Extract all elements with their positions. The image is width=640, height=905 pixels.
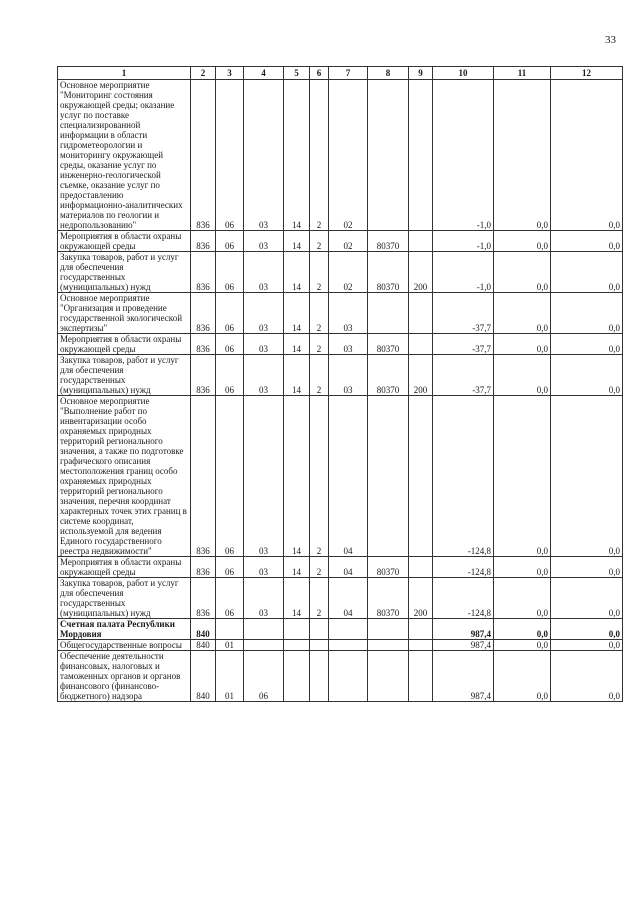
row-name-cell: Закупка товаров, работ и услуг для обеспечения государственных (муниципальных) нужд — [58, 252, 191, 293]
table-cell — [368, 293, 409, 334]
col-header: 3 — [216, 67, 244, 80]
table-row — [58, 396, 623, 557]
row-name-cell: Обеспечение деятельности финансовых, налоговых и таможенных органов и органов финансового (финансово-бюджетного) надзора — [58, 651, 191, 702]
table-row — [58, 252, 623, 293]
table-cell: 2 — [310, 578, 329, 619]
table-cell: 80370 — [368, 231, 409, 252]
table-cell — [216, 619, 244, 640]
table-row — [58, 293, 623, 334]
table-cell — [310, 640, 329, 651]
table-cell: 2 — [310, 80, 329, 231]
table-cell: 0,0 — [551, 293, 623, 334]
table-cell: 80370 — [368, 252, 409, 293]
table-cell: 02 — [329, 252, 368, 293]
table-cell: 0,0 — [494, 334, 551, 355]
table-cell: 0,0 — [551, 557, 623, 578]
table-cell: 06 — [216, 355, 244, 396]
table-cell: 2 — [310, 252, 329, 293]
table-cell: 0,0 — [494, 396, 551, 557]
page-number: 33 — [605, 34, 616, 46]
table-cell: 14 — [284, 231, 310, 252]
table-cell: -37,7 — [433, 293, 494, 334]
table-cell: 0,0 — [494, 578, 551, 619]
table-cell: 14 — [284, 80, 310, 231]
table-cell: 0,0 — [494, 640, 551, 651]
table-body — [58, 80, 623, 702]
table-cell: 80370 — [368, 557, 409, 578]
table-cell: -124,8 — [433, 396, 494, 557]
table-cell: 03 — [329, 293, 368, 334]
col-header: 12 — [551, 67, 623, 80]
col-header: 7 — [329, 67, 368, 80]
table-cell: 04 — [329, 578, 368, 619]
table-cell: -1,0 — [433, 252, 494, 293]
table-cell: 14 — [284, 252, 310, 293]
table-cell: 06 — [216, 557, 244, 578]
row-name-cell: Закупка товаров, работ и услуг для обеспечения государственных (муниципальных) нужд — [58, 578, 191, 619]
row-name-cell: Мероприятия в области охраны окружающей среды — [58, 557, 191, 578]
table-cell: 06 — [216, 334, 244, 355]
table-cell: 03 — [329, 355, 368, 396]
table-cell: 840 — [191, 619, 216, 640]
table-cell: 840 — [191, 640, 216, 651]
table-cell: 03 — [244, 252, 284, 293]
row-name-cell: Мероприятия в области охраны окружающей среды — [58, 334, 191, 355]
table-cell: 2 — [310, 231, 329, 252]
table-cell: 0,0 — [494, 252, 551, 293]
table-row — [58, 355, 623, 396]
table-cell — [409, 231, 433, 252]
table-cell — [329, 640, 368, 651]
table-cell: -124,8 — [433, 557, 494, 578]
table-cell: 14 — [284, 396, 310, 557]
row-name-cell: Счетная палата Республики Мордовия — [58, 619, 191, 640]
table-cell: 03 — [244, 578, 284, 619]
table-cell: 14 — [284, 578, 310, 619]
table-cell: 987,4 — [433, 651, 494, 702]
table-cell — [310, 651, 329, 702]
header-row — [58, 67, 623, 80]
table-cell: 06 — [216, 252, 244, 293]
table-cell: 0,0 — [551, 396, 623, 557]
table-cell: 14 — [284, 293, 310, 334]
table-cell — [409, 640, 433, 651]
table-cell — [409, 557, 433, 578]
table-cell: 02 — [329, 231, 368, 252]
table-cell: 836 — [191, 252, 216, 293]
table-cell: 0,0 — [494, 557, 551, 578]
table-row — [58, 578, 623, 619]
table-cell: -37,7 — [433, 334, 494, 355]
table-row — [58, 231, 623, 252]
row-name-cell: Основное мероприятие "Мониторинг состояния окружающей среды; оказание услуг по поставке специализированной информации в области гидрометеорологии и мониторингу окружающей среды, оказание услуг по инженерно-геологической съемке, оказание услуг по предоставлению информационно-аналитических материалов по геологии и недропользованию" — [58, 80, 191, 231]
row-name-cell: Общегосударственные вопросы — [58, 640, 191, 651]
table-cell: 0,0 — [494, 651, 551, 702]
table-cell: 987,4 — [433, 619, 494, 640]
table-cell: 836 — [191, 396, 216, 557]
table-cell: 03 — [244, 355, 284, 396]
budget-table — [57, 66, 623, 702]
table-cell: 0,0 — [551, 578, 623, 619]
table-cell: 06 — [216, 293, 244, 334]
table-cell — [329, 619, 368, 640]
table-cell: 03 — [244, 80, 284, 231]
table-cell: 06 — [216, 396, 244, 557]
table-row — [58, 640, 623, 651]
table-cell: -1,0 — [433, 80, 494, 231]
table-cell — [409, 293, 433, 334]
table-cell: 14 — [284, 557, 310, 578]
table-cell — [329, 651, 368, 702]
table-cell: 03 — [244, 293, 284, 334]
table-cell: 987,4 — [433, 640, 494, 651]
table-cell: 04 — [329, 396, 368, 557]
table-row — [58, 80, 623, 231]
table-cell: 2 — [310, 557, 329, 578]
table-cell: 0,0 — [551, 355, 623, 396]
table-cell: 836 — [191, 334, 216, 355]
table-cell: 06 — [216, 231, 244, 252]
table-row — [58, 557, 623, 578]
table-cell — [244, 619, 284, 640]
table-cell: -124,8 — [433, 578, 494, 619]
table-cell — [244, 640, 284, 651]
table-cell: -1,0 — [433, 231, 494, 252]
table-cell: 03 — [244, 396, 284, 557]
table-cell — [409, 80, 433, 231]
table-cell: 0,0 — [551, 231, 623, 252]
table-cell: 14 — [284, 334, 310, 355]
col-header: 1 — [58, 67, 191, 80]
table-cell — [409, 396, 433, 557]
table-cell: 04 — [329, 557, 368, 578]
table-cell: 0,0 — [551, 651, 623, 702]
table-cell: 836 — [191, 355, 216, 396]
table-cell: 01 — [216, 651, 244, 702]
table-cell — [310, 619, 329, 640]
table-cell — [284, 640, 310, 651]
table-cell: 0,0 — [551, 640, 623, 651]
table-cell: 0,0 — [494, 619, 551, 640]
table-cell — [284, 651, 310, 702]
table-cell: 0,0 — [551, 334, 623, 355]
table-cell — [368, 619, 409, 640]
row-name-cell: Мероприятия в области охраны окружающей среды — [58, 231, 191, 252]
table-cell — [368, 651, 409, 702]
table-cell: 80370 — [368, 334, 409, 355]
table-cell: 02 — [329, 80, 368, 231]
table-cell: 0,0 — [494, 355, 551, 396]
row-name-cell: Закупка товаров, работ и услуг для обеспечения государственных (муниципальных) нужд — [58, 355, 191, 396]
table-cell — [409, 334, 433, 355]
col-header: 5 — [284, 67, 310, 80]
table-cell: 0,0 — [494, 293, 551, 334]
table-cell: 80370 — [368, 578, 409, 619]
col-header: 8 — [368, 67, 409, 80]
col-header: 4 — [244, 67, 284, 80]
table-cell: 03 — [329, 334, 368, 355]
table-cell: 2 — [310, 396, 329, 557]
col-header: 6 — [310, 67, 329, 80]
table-cell: 0,0 — [551, 619, 623, 640]
table-cell: 01 — [216, 640, 244, 651]
table-cell: 06 — [244, 651, 284, 702]
col-header: 2 — [191, 67, 216, 80]
table-cell: 836 — [191, 557, 216, 578]
col-header: 10 — [433, 67, 494, 80]
table-cell: 2 — [310, 355, 329, 396]
table-cell: 03 — [244, 557, 284, 578]
table-cell — [409, 619, 433, 640]
table-cell: -37,7 — [433, 355, 494, 396]
col-header: 9 — [409, 67, 433, 80]
table-cell: 200 — [409, 578, 433, 619]
table-cell: 836 — [191, 578, 216, 619]
table-row — [58, 651, 623, 702]
table-cell — [284, 619, 310, 640]
table-cell — [368, 640, 409, 651]
table-cell — [368, 80, 409, 231]
table-cell: 80370 — [368, 355, 409, 396]
table-cell: 06 — [216, 80, 244, 231]
table-cell: 200 — [409, 252, 433, 293]
table-cell: 0,0 — [551, 252, 623, 293]
table-cell — [409, 651, 433, 702]
table-cell: 836 — [191, 231, 216, 252]
table-cell — [368, 396, 409, 557]
table-cell: 06 — [216, 578, 244, 619]
table-cell: 0,0 — [551, 80, 623, 231]
table-cell: 0,0 — [494, 80, 551, 231]
col-header: 11 — [494, 67, 551, 80]
table-row — [58, 334, 623, 355]
table-cell: 03 — [244, 231, 284, 252]
table-cell: 2 — [310, 293, 329, 334]
table-cell: 840 — [191, 651, 216, 702]
table-cell: 14 — [284, 355, 310, 396]
table-cell: 836 — [191, 293, 216, 334]
table-cell: 03 — [244, 334, 284, 355]
row-name-cell: Основное мероприятие "Организация и проведение государственной экологической экспертизы" — [58, 293, 191, 334]
table-cell: 0,0 — [494, 231, 551, 252]
table-row — [58, 619, 623, 640]
table-cell: 200 — [409, 355, 433, 396]
table-cell: 2 — [310, 334, 329, 355]
table-cell: 836 — [191, 80, 216, 231]
row-name-cell: Основное мероприятие "Выполнение работ по инвентаризации особо охраняемых природных территорий регионального значения, а также по подготовке графического описания местоположения границ особо охраняемых природных территорий регионального значения, перечня координат характерных точек этих границ в системе координат, используемой для ведения Единого государственного реестра недвижимости" — [58, 396, 191, 557]
